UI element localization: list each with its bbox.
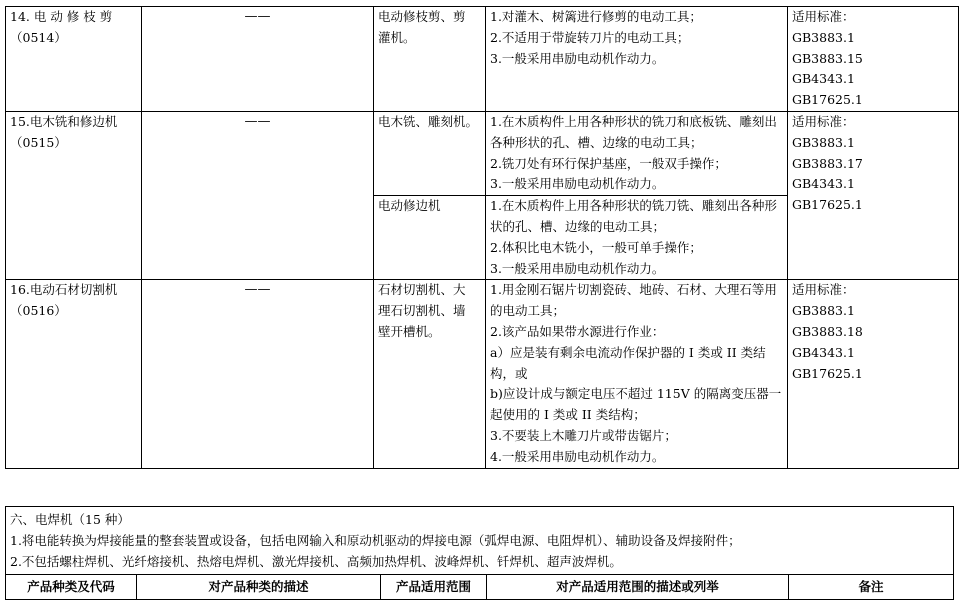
section-intro-row [6, 507, 954, 575]
section-intro [6, 507, 954, 575]
scope-desc-cell: 1.在木质构件上用各种形状的铣刀铣、雕刻出各种形状的孔、槽、边缘的电动工具； 2.体积比电木铣小，一般可单手操作； 3.一般采用串励电动机作动力。 [486, 196, 788, 280]
column-header: 备注 [789, 575, 954, 600]
note-cell: 适用标准： GB3883.1 GB3883.15 GB4343.1 GB17625.1 [788, 7, 959, 112]
header-row [6, 575, 954, 600]
column-header: 对产品适用范围的描述或列举 [487, 575, 789, 600]
note-cell: 适用标准： GB3883.1 GB3883.18 GB4343.1 GB17625.1 [788, 280, 959, 469]
product-desc-cell: —— [142, 280, 374, 469]
column-header: 产品适用范围 [381, 575, 487, 600]
product-desc-cell: —— [142, 111, 374, 279]
product-table [5, 6, 959, 469]
section-line: 2.不包括螺柱焊机、光纤熔接机、热熔电焊机、激光焊接机、高频加热焊机、波峰焊机、钎焊机、超声波焊机。 [10, 554, 622, 569]
product-code-cell: 14. 电 动 修 枝 剪 （0514） [6, 7, 142, 112]
note-cell: 适用标准： GB3883.1 GB3883.17 GB4343.1 GB17625.1 [788, 111, 959, 279]
scope-cell: 石材切割机、大 理石切割机、墙 壁开槽机。 [374, 280, 486, 469]
section-title: 六、电焊机（15 种） [10, 512, 130, 527]
table-row [6, 111, 959, 195]
scope-desc-cell: 1.用金刚石锯片切割瓷砖、地砖、石材、大理石等用的电动工具； 2.该产品如果带水源进行作业： a）应是装有剩余电流动作保护器的 I 类或 II 类结构，或 b)应设计成与额定电压不超过 115V 的隔离变压器一起使用的 I 类或 II 类结构； 3.不要装上木雕刀片或带齿锯片； 4.一般采用串励电动机作动力。 [486, 280, 788, 469]
column-header: 对产品种类的描述 [137, 575, 381, 600]
product-desc-cell: —— [142, 7, 374, 112]
column-header: 产品种类及代码 [6, 575, 137, 600]
scope-cell: 电动修边机 [374, 196, 486, 280]
scope-cell: 电木铣、雕刻机。 [374, 111, 486, 195]
section-line: 1.将电能转换为焊接能量的整套装置或设备，包括电网输入和原动机驱动的焊接电源（弧焊电源、电阻焊机）、辅助设备及焊接附件； [10, 533, 741, 548]
section-table [5, 506, 954, 600]
scope-desc-cell: 1.对灌木、树篱进行修剪的电动工具； 2.不适用于带旋转刀片的电动工具； 3.一般采用串励电动机作动力。 [486, 7, 788, 112]
table-row [6, 280, 959, 469]
table-row [6, 7, 959, 112]
product-code-cell: 15.电木铣和修边机 （0515） [6, 111, 142, 279]
product-code-cell: 16.电动石材切割机 （0516） [6, 280, 142, 469]
scope-cell: 电动修枝剪、剪 灌机。 [374, 7, 486, 112]
scope-desc-cell: 1.在木质构件上用各种形状的铣刀和底板铣、雕刻出各种形状的孔、槽、边缘的电动工具； 2.铣刀处有环行保护基座，一般双手操作； 3.一般采用串励电动机作动力。 [486, 111, 788, 195]
